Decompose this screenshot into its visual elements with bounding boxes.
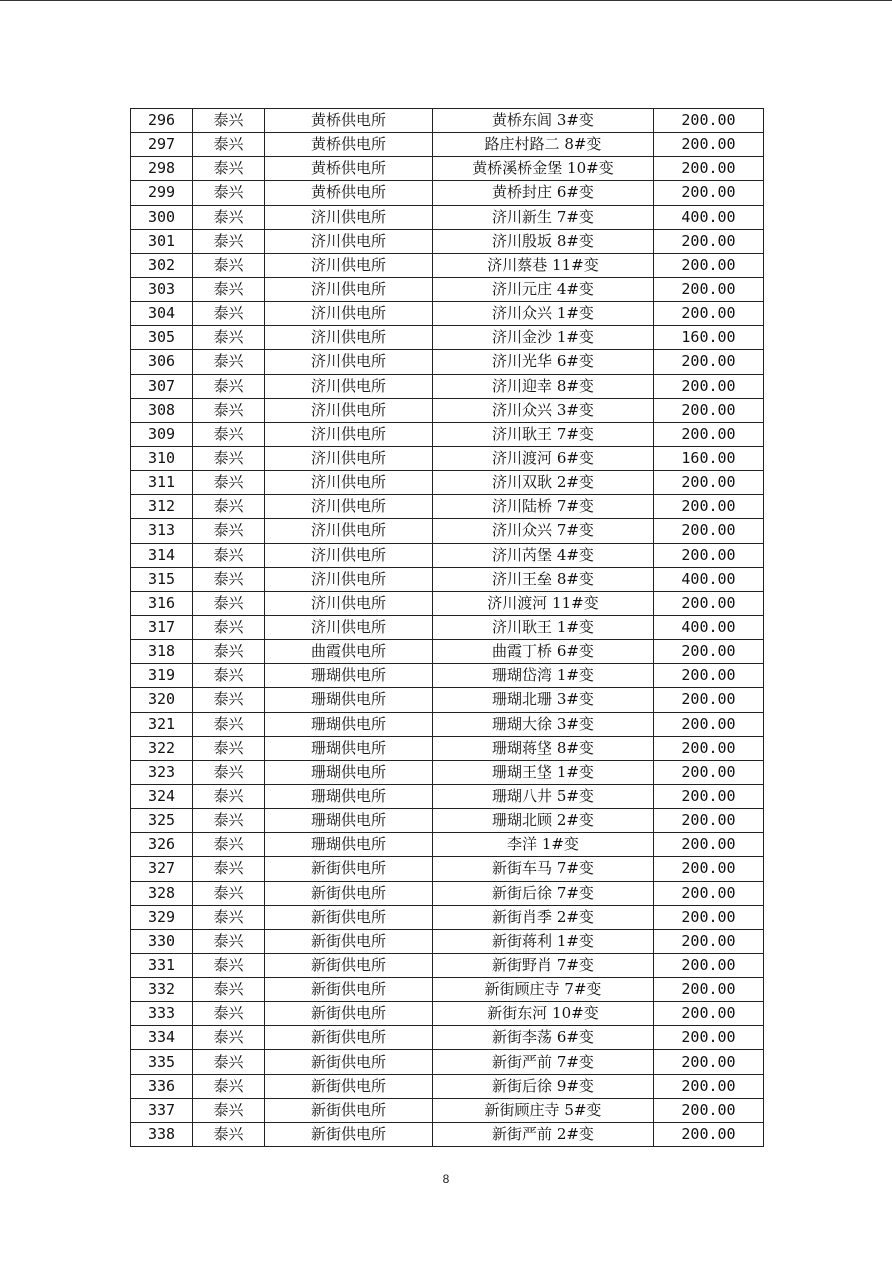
row-number-cell: 336	[131, 1074, 193, 1098]
station-cell: 新街供电所	[265, 857, 433, 881]
station-cell: 黄桥供电所	[265, 181, 433, 205]
transformer-name-cell: 济川陆桥 7#变	[433, 495, 654, 519]
table-row	[131, 809, 764, 833]
row-number-cell: 331	[131, 953, 193, 977]
city-cell: 泰兴	[193, 1026, 265, 1050]
station-cell: 珊瑚供电所	[265, 760, 433, 784]
row-number-cell: 301	[131, 229, 193, 253]
transformer-name-cell: 新街蒋利 1#变	[433, 929, 654, 953]
row-number-cell: 311	[131, 471, 193, 495]
row-number-cell: 337	[131, 1098, 193, 1122]
transformer-name-cell: 新街顾庄寺 5#变	[433, 1098, 654, 1122]
city-cell: 泰兴	[193, 1002, 265, 1026]
city-cell: 泰兴	[193, 471, 265, 495]
station-cell: 新街供电所	[265, 978, 433, 1002]
table-row	[131, 205, 764, 229]
transformer-name-cell: 济川殷坂 8#变	[433, 229, 654, 253]
transformer-name-cell: 新街顾庄寺 7#变	[433, 978, 654, 1002]
row-number-cell: 333	[131, 1002, 193, 1026]
capacity-cell: 160.00	[654, 446, 764, 470]
table-row	[131, 446, 764, 470]
transformer-name-cell: 黄桥封庄 6#变	[433, 181, 654, 205]
station-cell: 济川供电所	[265, 350, 433, 374]
capacity-cell: 200.00	[654, 181, 764, 205]
transformer-name-cell: 路庄村路二 8#变	[433, 133, 654, 157]
transformer-name-cell: 济川王垒 8#变	[433, 567, 654, 591]
transformer-name-cell: 黄桥东闾 3#变	[433, 109, 654, 133]
transformer-name-cell: 济川迎幸 8#变	[433, 374, 654, 398]
table-row	[131, 374, 764, 398]
capacity-cell: 200.00	[654, 519, 764, 543]
city-cell: 泰兴	[193, 519, 265, 543]
city-cell: 泰兴	[193, 543, 265, 567]
row-number-cell: 319	[131, 664, 193, 688]
row-number-cell: 299	[131, 181, 193, 205]
city-cell: 泰兴	[193, 881, 265, 905]
station-cell: 新街供电所	[265, 1122, 433, 1146]
station-cell: 济川供电所	[265, 253, 433, 277]
table-row	[131, 133, 764, 157]
station-cell: 黄桥供电所	[265, 133, 433, 157]
row-number-cell: 315	[131, 567, 193, 591]
city-cell: 泰兴	[193, 229, 265, 253]
transformer-name-cell: 珊瑚岱湾 1#变	[433, 664, 654, 688]
city-cell: 泰兴	[193, 1050, 265, 1074]
city-cell: 泰兴	[193, 253, 265, 277]
station-cell: 新街供电所	[265, 1098, 433, 1122]
table-row	[131, 495, 764, 519]
station-cell: 济川供电所	[265, 326, 433, 350]
city-cell: 泰兴	[193, 664, 265, 688]
city-cell: 泰兴	[193, 929, 265, 953]
row-number-cell: 334	[131, 1026, 193, 1050]
capacity-cell: 200.00	[654, 591, 764, 615]
transformer-name-cell: 济川渡河 6#变	[433, 446, 654, 470]
city-cell: 泰兴	[193, 857, 265, 881]
page-number: 8	[442, 1172, 450, 1186]
capacity-cell: 200.00	[654, 422, 764, 446]
capacity-cell: 200.00	[654, 302, 764, 326]
row-number-cell: 330	[131, 929, 193, 953]
table-row	[131, 857, 764, 881]
station-cell: 新街供电所	[265, 881, 433, 905]
city-cell: 泰兴	[193, 809, 265, 833]
capacity-cell: 200.00	[654, 1122, 764, 1146]
transformer-name-cell: 黄桥溪桥金堡 10#变	[433, 157, 654, 181]
city-cell: 泰兴	[193, 1074, 265, 1098]
transformer-name-cell: 济川众兴 7#变	[433, 519, 654, 543]
station-cell: 新街供电所	[265, 1026, 433, 1050]
top-border-line	[0, 0, 892, 1]
station-cell: 济川供电所	[265, 591, 433, 615]
station-cell: 珊瑚供电所	[265, 736, 433, 760]
station-cell: 珊瑚供电所	[265, 784, 433, 808]
city-cell: 泰兴	[193, 1122, 265, 1146]
capacity-cell: 200.00	[654, 978, 764, 1002]
city-cell: 泰兴	[193, 567, 265, 591]
capacity-cell: 400.00	[654, 615, 764, 639]
station-cell: 新街供电所	[265, 953, 433, 977]
city-cell: 泰兴	[193, 736, 265, 760]
row-number-cell: 310	[131, 446, 193, 470]
station-cell: 曲霞供电所	[265, 640, 433, 664]
station-cell: 珊瑚供电所	[265, 833, 433, 857]
table-body	[131, 109, 764, 1147]
row-number-cell: 323	[131, 760, 193, 784]
city-cell: 泰兴	[193, 374, 265, 398]
capacity-cell: 200.00	[654, 253, 764, 277]
city-cell: 泰兴	[193, 640, 265, 664]
capacity-cell: 200.00	[654, 905, 764, 929]
station-cell: 珊瑚供电所	[265, 688, 433, 712]
capacity-cell: 200.00	[654, 398, 764, 422]
row-number-cell: 328	[131, 881, 193, 905]
table-row	[131, 567, 764, 591]
station-cell: 济川供电所	[265, 229, 433, 253]
transformer-name-cell: 新街肖季 2#变	[433, 905, 654, 929]
table-row	[131, 398, 764, 422]
table-row	[131, 253, 764, 277]
table-row	[131, 519, 764, 543]
table-row	[131, 1002, 764, 1026]
station-cell: 济川供电所	[265, 398, 433, 422]
city-cell: 泰兴	[193, 1098, 265, 1122]
transformer-name-cell: 济川金沙 1#变	[433, 326, 654, 350]
city-cell: 泰兴	[193, 422, 265, 446]
capacity-cell: 200.00	[654, 712, 764, 736]
transformer-name-cell: 珊瑚八井 5#变	[433, 784, 654, 808]
city-cell: 泰兴	[193, 712, 265, 736]
table-row	[131, 350, 764, 374]
capacity-cell: 200.00	[654, 809, 764, 833]
station-cell: 济川供电所	[265, 205, 433, 229]
transformer-name-cell: 李洋 1#变	[433, 833, 654, 857]
city-cell: 泰兴	[193, 205, 265, 229]
city-cell: 泰兴	[193, 784, 265, 808]
capacity-cell: 200.00	[654, 229, 764, 253]
row-number-cell: 308	[131, 398, 193, 422]
station-cell: 济川供电所	[265, 495, 433, 519]
transformer-name-cell: 曲霞丁桥 6#变	[433, 640, 654, 664]
table-row	[131, 784, 764, 808]
table-row	[131, 1098, 764, 1122]
table-row	[131, 615, 764, 639]
table-row	[131, 1122, 764, 1146]
table-row	[131, 978, 764, 1002]
transformer-name-cell: 珊瑚北顾 2#变	[433, 809, 654, 833]
row-number-cell: 307	[131, 374, 193, 398]
city-cell: 泰兴	[193, 350, 265, 374]
transformer-name-cell: 珊瑚北珊 3#变	[433, 688, 654, 712]
capacity-cell: 200.00	[654, 664, 764, 688]
city-cell: 泰兴	[193, 181, 265, 205]
row-number-cell: 304	[131, 302, 193, 326]
station-cell: 济川供电所	[265, 519, 433, 543]
row-number-cell: 325	[131, 809, 193, 833]
station-cell: 济川供电所	[265, 567, 433, 591]
city-cell: 泰兴	[193, 760, 265, 784]
transformer-name-cell: 济川蔡巷 11#变	[433, 253, 654, 277]
station-cell: 珊瑚供电所	[265, 664, 433, 688]
station-cell: 济川供电所	[265, 543, 433, 567]
capacity-cell: 200.00	[654, 1002, 764, 1026]
row-number-cell: 322	[131, 736, 193, 760]
city-cell: 泰兴	[193, 326, 265, 350]
row-number-cell: 321	[131, 712, 193, 736]
capacity-cell: 200.00	[654, 471, 764, 495]
capacity-cell: 200.00	[654, 374, 764, 398]
row-number-cell: 312	[131, 495, 193, 519]
row-number-cell: 318	[131, 640, 193, 664]
city-cell: 泰兴	[193, 109, 265, 133]
table-row	[131, 736, 764, 760]
station-cell: 济川供电所	[265, 471, 433, 495]
row-number-cell: 317	[131, 615, 193, 639]
row-number-cell: 305	[131, 326, 193, 350]
city-cell: 泰兴	[193, 277, 265, 301]
capacity-cell: 400.00	[654, 567, 764, 591]
row-number-cell: 332	[131, 978, 193, 1002]
table-row	[131, 109, 764, 133]
row-number-cell: 326	[131, 833, 193, 857]
city-cell: 泰兴	[193, 833, 265, 857]
transformer-name-cell: 新街野肖 7#变	[433, 953, 654, 977]
transformer-name-cell: 新街车马 7#变	[433, 857, 654, 881]
capacity-cell: 200.00	[654, 157, 764, 181]
station-cell: 济川供电所	[265, 422, 433, 446]
station-cell: 新街供电所	[265, 1074, 433, 1098]
station-cell: 黄桥供电所	[265, 157, 433, 181]
row-number-cell: 324	[131, 784, 193, 808]
table-row	[131, 277, 764, 301]
row-number-cell: 313	[131, 519, 193, 543]
station-cell: 珊瑚供电所	[265, 809, 433, 833]
capacity-cell: 200.00	[654, 784, 764, 808]
capacity-cell: 200.00	[654, 688, 764, 712]
city-cell: 泰兴	[193, 688, 265, 712]
capacity-cell: 200.00	[654, 1026, 764, 1050]
table-row	[131, 640, 764, 664]
table-row	[131, 953, 764, 977]
capacity-cell: 200.00	[654, 543, 764, 567]
city-cell: 泰兴	[193, 133, 265, 157]
capacity-cell: 200.00	[654, 857, 764, 881]
transformer-name-cell: 济川耿王 1#变	[433, 615, 654, 639]
row-number-cell: 309	[131, 422, 193, 446]
row-number-cell: 303	[131, 277, 193, 301]
row-number-cell: 296	[131, 109, 193, 133]
table-row	[131, 1050, 764, 1074]
city-cell: 泰兴	[193, 953, 265, 977]
station-cell: 新街供电所	[265, 1002, 433, 1026]
station-cell: 珊瑚供电所	[265, 712, 433, 736]
table-row	[131, 181, 764, 205]
table-row	[131, 664, 764, 688]
transformer-name-cell: 济川芮堡 4#变	[433, 543, 654, 567]
table-row	[131, 1074, 764, 1098]
table-row	[131, 905, 764, 929]
transformer-name-cell: 新街严前 7#变	[433, 1050, 654, 1074]
capacity-cell: 200.00	[654, 109, 764, 133]
table-row	[131, 833, 764, 857]
row-number-cell: 298	[131, 157, 193, 181]
station-cell: 新街供电所	[265, 1050, 433, 1074]
row-number-cell: 338	[131, 1122, 193, 1146]
city-cell: 泰兴	[193, 302, 265, 326]
transformer-name-cell: 珊瑚蒋垡 8#变	[433, 736, 654, 760]
capacity-cell: 200.00	[654, 350, 764, 374]
row-number-cell: 335	[131, 1050, 193, 1074]
capacity-cell: 200.00	[654, 133, 764, 157]
capacity-cell: 200.00	[654, 640, 764, 664]
transformer-name-cell: 济川渡河 11#变	[433, 591, 654, 615]
transformer-name-cell: 新街东河 10#变	[433, 1002, 654, 1026]
capacity-cell: 200.00	[654, 929, 764, 953]
capacity-cell: 200.00	[654, 953, 764, 977]
transformer-name-cell: 济川众兴 3#变	[433, 398, 654, 422]
row-number-cell: 316	[131, 591, 193, 615]
capacity-cell: 200.00	[654, 833, 764, 857]
station-cell: 新街供电所	[265, 929, 433, 953]
station-cell: 济川供电所	[265, 615, 433, 639]
table-row	[131, 929, 764, 953]
station-cell: 济川供电所	[265, 302, 433, 326]
table-row	[131, 1026, 764, 1050]
row-number-cell: 306	[131, 350, 193, 374]
table-row	[131, 543, 764, 567]
capacity-cell: 200.00	[654, 1050, 764, 1074]
transformer-name-cell: 珊瑚王垡 1#变	[433, 760, 654, 784]
table-row	[131, 157, 764, 181]
city-cell: 泰兴	[193, 978, 265, 1002]
city-cell: 泰兴	[193, 591, 265, 615]
row-number-cell: 314	[131, 543, 193, 567]
capacity-cell: 200.00	[654, 277, 764, 301]
table-row	[131, 302, 764, 326]
transformer-name-cell: 珊瑚大徐 3#变	[433, 712, 654, 736]
capacity-cell: 200.00	[654, 881, 764, 905]
capacity-cell: 200.00	[654, 736, 764, 760]
transformer-name-cell: 新街严前 2#变	[433, 1122, 654, 1146]
table-row	[131, 688, 764, 712]
transformer-name-cell: 新街李荡 6#变	[433, 1026, 654, 1050]
station-cell: 济川供电所	[265, 277, 433, 301]
transformer-name-cell: 济川光华 6#变	[433, 350, 654, 374]
row-number-cell: 327	[131, 857, 193, 881]
transformer-name-cell: 济川双耿 2#变	[433, 471, 654, 495]
capacity-cell: 160.00	[654, 326, 764, 350]
row-number-cell: 329	[131, 905, 193, 929]
table-row	[131, 881, 764, 905]
capacity-cell: 200.00	[654, 1074, 764, 1098]
table-row	[131, 760, 764, 784]
transformer-name-cell: 新街后徐 9#变	[433, 1074, 654, 1098]
capacity-cell: 200.00	[654, 760, 764, 784]
table-row	[131, 712, 764, 736]
transformer-name-cell: 济川众兴 1#变	[433, 302, 654, 326]
row-number-cell: 302	[131, 253, 193, 277]
table-row	[131, 471, 764, 495]
table-row	[131, 326, 764, 350]
capacity-cell: 400.00	[654, 205, 764, 229]
station-cell: 黄桥供电所	[265, 109, 433, 133]
row-number-cell: 300	[131, 205, 193, 229]
capacity-cell: 200.00	[654, 495, 764, 519]
city-cell: 泰兴	[193, 398, 265, 422]
transformer-table	[130, 108, 764, 1147]
capacity-cell: 200.00	[654, 1098, 764, 1122]
transformer-name-cell: 济川耿王 7#变	[433, 422, 654, 446]
city-cell: 泰兴	[193, 495, 265, 519]
table-row	[131, 229, 764, 253]
station-cell: 济川供电所	[265, 374, 433, 398]
station-cell: 济川供电所	[265, 446, 433, 470]
city-cell: 泰兴	[193, 615, 265, 639]
city-cell: 泰兴	[193, 446, 265, 470]
table-row	[131, 422, 764, 446]
table-row	[131, 591, 764, 615]
transformer-name-cell: 济川新生 7#变	[433, 205, 654, 229]
city-cell: 泰兴	[193, 905, 265, 929]
transformer-name-cell: 新街后徐 7#变	[433, 881, 654, 905]
transformer-name-cell: 济川元庄 4#变	[433, 277, 654, 301]
station-cell: 新街供电所	[265, 905, 433, 929]
row-number-cell: 320	[131, 688, 193, 712]
city-cell: 泰兴	[193, 157, 265, 181]
row-number-cell: 297	[131, 133, 193, 157]
